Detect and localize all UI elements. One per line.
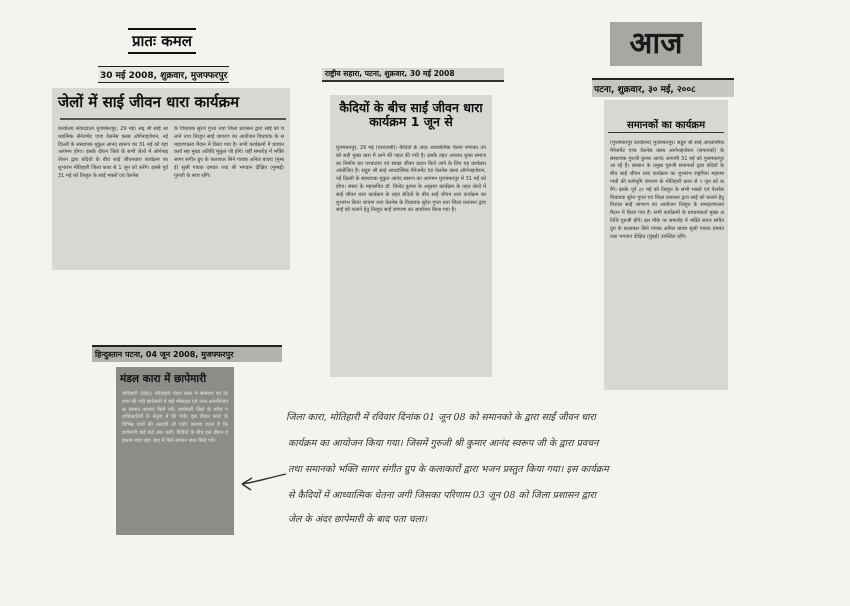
handwritten-note-line: जिला कारा, मोतिहारी में रविवार दिनांक 01 जून 08 को समानको के द्वारा साईं जीवन धारा bbox=[286, 412, 596, 423]
clipping-rashtriya-sahara bbox=[330, 95, 492, 377]
article-column-1: कार्यालय संवाददाता मुजफ्फरपुर, 29 मई। सद् श्री साई आध्यात्मिक सैनेजमेंट एण्ड वेलनेस क्लब ऑर्गनाइजेशन, नई दिल्ली के संस्थापक मुकुल आनंद स्वरूप का 31 मई को यहां आगमन होगा। इसके दौरान जिले के सभी जेलों में ऑर्गनाइजेशन द्वारा बंदियों के बीच साई जीवनधारा कार्यक्रम का शुभारंभ मोतिहारी जिला कारा से 1 जून को करेंगे। इससे पूर्व 31 मई को तिरहुत के साई भक्तों एवं वेलनेस bbox=[58, 126, 168, 179]
clipping-headline: मंडल कारा में छापेमारी bbox=[120, 373, 207, 385]
clipping-headline: जेलों में साई जीवन धारा कार्यक्रम bbox=[58, 93, 240, 111]
article-column: मोतिहारी (हिप्र)। मोतिहारी मंडल कारा में सोमवार को देर शाम की गयी छापेमारी में कई मोबाइल एवं अन्य आपत्तिजनक सामान बरामद किये गये। छापेमारी जिले के वरीय पदाधिकारियों के नेतृत्व में की गयी। इस दौरान कारा के विभिन्न वार्डों की तलाशी ली गयी। बताया जाता है कि छापेमारी कई घंटों तक चली। कैदियों के बीच इस दौरान हड़कम्प मचा रहा। बाद में मिले सामान जब्त किये गये। bbox=[122, 391, 228, 444]
clipping-dateline: हिन्दुस्तान पटना, 04 जून 2008, मुजफ्फरपुर bbox=[92, 345, 282, 362]
handwritten-note-line: जेल के अंदर छापेमारी के बाद पता चला। bbox=[288, 514, 428, 525]
clipping-dateline: राष्ट्रीय सहारा, पटना, शुक्रवार, 30 मई 2008 bbox=[322, 68, 504, 82]
clipping-aaj bbox=[604, 100, 728, 390]
masthead-prataha-kamal: प्रातः कमल bbox=[128, 28, 196, 54]
clipping-headline: कैदियों के बीच साईं जीवन धारा कार्यक्रम 1 जून से bbox=[339, 100, 483, 130]
handwritten-arrow-icon bbox=[238, 470, 288, 494]
clipping-prataha-kamal bbox=[52, 88, 290, 270]
masthead-aaj: आज bbox=[610, 22, 702, 66]
handwritten-note-line: से कैदियों में आध्यात्मिक चेतना जगी जिसका परिणाम 03 जून 08 को जिला प्रशासन द्वारा bbox=[288, 490, 596, 501]
handwritten-note-line: तथा समानको भक्ति सागर संगीत ग्रुप के कलाकारों द्वारा भजन प्रस्तुत किया गया। इस कार्यक्रम bbox=[288, 464, 609, 475]
article-column-2: के विधायक सुरेश गुप्ता तथा जिला प्रशासन द्वारा साईं को चलाने तथा तिरहुत साई जागरण का आयोजन विधायक के समाहरणालय मैदान में किया गया है। सभी कार्यक्रमों में प्रवचन कार्य सह मुख्य अतिथि मुकुल जी होंगे। वहीं समारोह में भक्ति सागर संगीत ग्रुप के कलाकार सिने गायक अनिल बावरा (मुम्बई) सुश्री गायक दमयंत तथा श्री भगवान दीक्षित (मुम्बई) गुरुजी के साथ रहेंगे। bbox=[174, 126, 284, 179]
handwritten-note-line: कार्यक्रम का आयोजन किया गया। जिसमें गुरुजी श्री कुमार आनंद स्वरूप जी के द्वारा प्रवचन bbox=[288, 438, 599, 449]
article-column: मुजफ्फरपुर, 29 मई (एसएनबी)। कैदियों के अंदर आध्यात्मिक चेतना जगाकर उनको सही मुख्य धारा में लाने की पहल की गयी है। इसके तहत अपराध मुक्त समाज का निर्माण कर पश्चाताप एवं स्वच्छ जीवन प्रदान किये जाने के लिए यह कार्यक्रम आयोजित है। सद्गुरु श्री साई आध्यात्मिक मैनेजमेंट एंड वेलनेस क्लब ऑर्गनाइजेशन, नई दिल्ली के संस्थापक मुकुल आनंद स्वरूप का आगमन मुजफ्फरपुर में 31 मई को होगा। संस्था के महासचिव डॉ. विनोद कुमार के अनुसार कार्यक्रम के तहत जेलों में साई जीवन धारा कार्यक्रम के तहत बंदियों के बीच साईं जीवन धारा कार्यक्रम का शुभारंभ किया जाएगा तथा वेलनेस के विधायक सुरेश गुप्ता तथा जिला प्रशासन द्वारा साईं को चलाने हेतु तिरहुत साईं जागरण का आयोजन किया गया है। bbox=[336, 145, 486, 214]
article-column: (मुजफ्फरपुर कार्यालय) मुजफ्फरपुर। सद्गुरु श्री साई आध्यात्मिक मैनेजमेंट एण्ड वेलनेस क्लब आर्गनाइजेशन (समानकों) के संस्थापक गुरुजी कुमार आनंद आगामी 31 मई को मुजफ्फरपुर आ रहे हैं। संस्थान के प्रमुख गुरुजी समानकों द्वारा बंदियों के बीच साईं जीवन धारा कार्यक्रम का शुभारंभ राष्ट्रपिता महात्मा गांधी की कर्मभूमि चंपारण के मोतिहारी कारा से १ जून को करेंगे। इसके पूर्व ३१ मई को तिरहुत के सभी भक्तों एवं वेलनेस विधायक सुरेश गुप्ता एवं जिला प्रशासन द्वारा साईं को चलाने हेतु विशाल साईं जागरण का आयोजन तिरहुत के समाहरणालय मैदान में किया गया है। सभी कार्यक्रमों के प्रवचनकर्ता मुख्य अतिथि गुरुजी होंगे। इस मौके पर समारोह में भक्ति सागर संगीत ग्रुप के कलाकार सिने गायक अनिल बावरा सुश्री गायक दमयंत तथा भगवान दीक्षित (मुंबई) उपस्थित रहेंगे। bbox=[610, 140, 724, 240]
clipping-dateline: 30 मई 2008, शुक्रवार, मुजफ्फरपुर bbox=[98, 66, 229, 83]
clipping-hindustan bbox=[116, 367, 234, 535]
clipping-dateline: पटना, शुक्रवार, ३० मई, २००८ bbox=[592, 78, 734, 97]
headline-rule bbox=[60, 118, 286, 120]
clipping-headline: समानकों का कार्यक्रम bbox=[608, 120, 724, 133]
